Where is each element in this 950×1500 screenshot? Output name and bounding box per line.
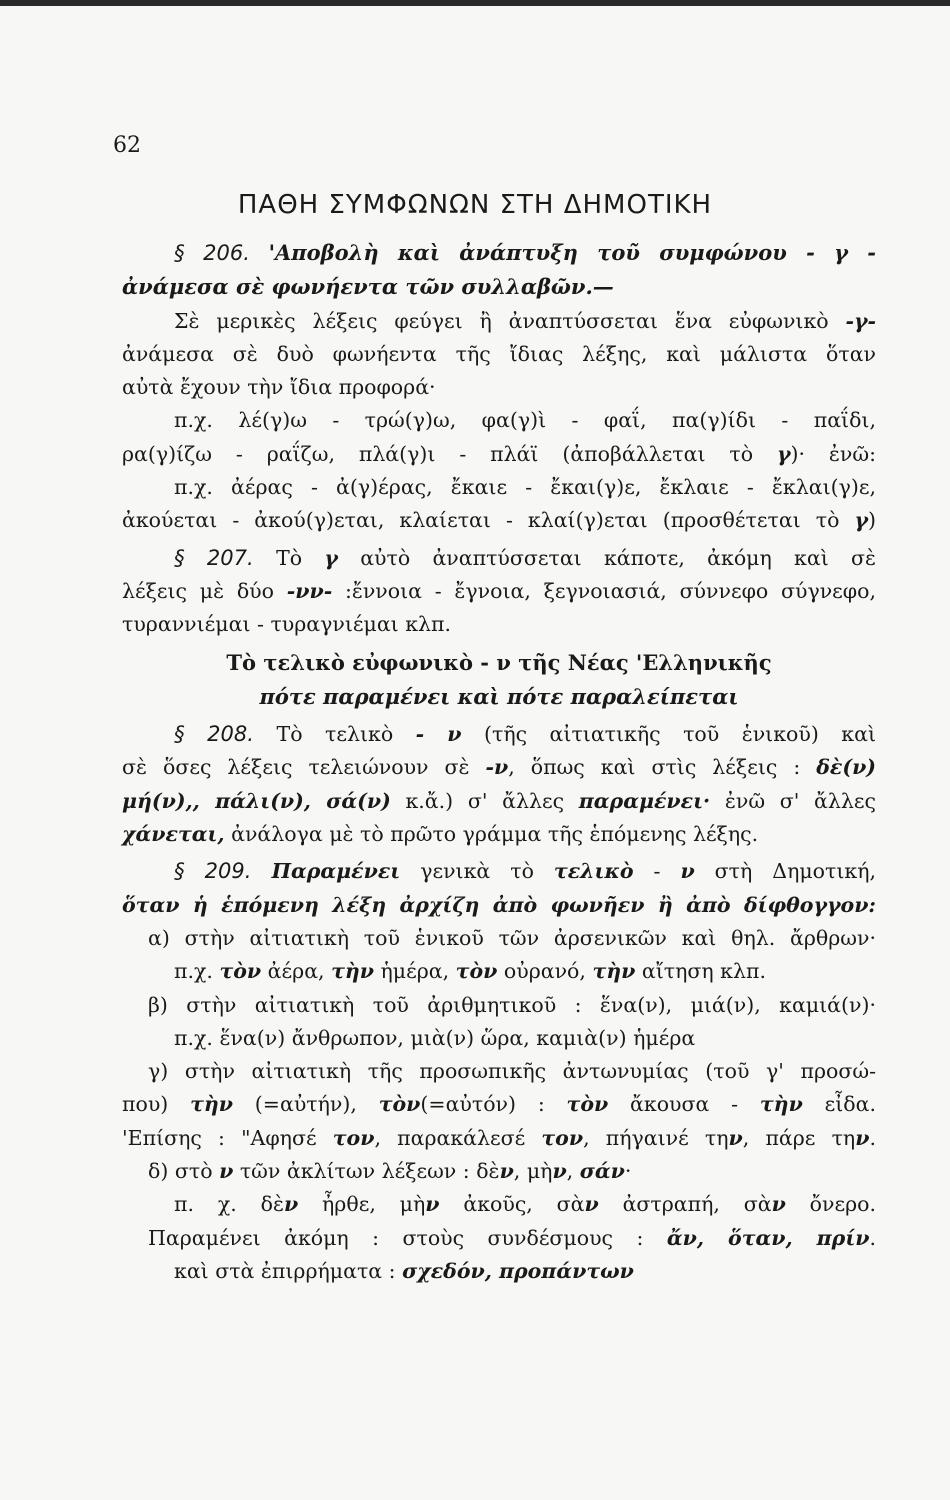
text-line: π.χ. ἕνα(ν) ἄνθρωπον, μιὰ(ν) ὥρα, καμιὰ(ν) ἡμέρα [174,1025,696,1050]
text-line: ρα(γ)ίζω - ραΐζω, πλά(γ)ι - πλάϊ (ἀποβάλλεται τὸ γ)· ἐνῶ: [122,441,876,466]
page-number: 62 [113,133,141,158]
text-line: καὶ στὰ ἐπιρρήματα : σχεδόν, προπάντων [174,1258,634,1283]
text-line: β) στὴν αἰτιατικὴ τοῦ ἀριθμητικοῦ : ἕνα(ν), μιά(ν), καμιά(ν)· [148,992,876,1017]
text-line: ἀνάμεσα σὲ φωνήεντα τῶν συλλαβῶν.— [122,274,614,300]
text-line: Σὲ μερικὲς λέξεις φεύγει ἢ ἀναπτύσσεται ἕνα εὐφωνικὸ -γ- [174,308,876,333]
text-line: π.χ. τὸν ἀέρα, τὴν ἡμέρα, τὸν οὐρανό, τὴν αἴτηση κλπ. [174,959,766,984]
text-line: χάνεται, ἀνάλογα μὲ τὸ πρῶτο γράμμα τῆς ἑπόμενης λέξης. [122,822,759,847]
text-line: αὐτὰ ἔχουν τὴν ἴδια προφορά· [122,375,436,400]
text-line: σὲ ὅσες λέξεις τελειώνουν σὲ -ν, ὅπως καὶ στὶς λέξεις : δὲ(ν) [122,755,877,780]
text-line: λέξεις μὲ δύο -νν- :ἔννοια - ἔγνοια, ξεγνοιασιά, σύννεφο σύγνεφο, [122,578,877,603]
text-line: π.χ. λέ(γ)ω - τρώ(γ)ω, φα(γ)ὶ - φαΐ, πα(γ)ίδι - παΐδι, [174,408,876,433]
text-line: α) στὴν αἰτιατικὴ τοῦ ἑνικοῦ τῶν ἀρσενικῶν καὶ θηλ. ἄρθρων· [148,925,876,950]
text-line: § 208. Τὸ τελικὸ - ν (τῆς αἰτιατικῆς τοῦ ἑνικοῦ) καὶ [174,722,877,747]
text-line: ἀκούεται - ἀκού(γ)εται, κλαίεται - κλαί(γ)εται (προσθέτεται τὸ γ) [122,508,876,533]
scan-top-edge [0,0,950,6]
text-line: π.χ. ἀέρας - ἀ(γ)έρας, ἔκαιε - ἔκαι(γ)ε, ἔκλαιε - ἔκλαι(γ)ε, [174,475,876,500]
text-line: μή(ν),, πάλι(ν), σά(ν) κ.ἄ.) σ' ἄλλες παραμένει· ἐνῶ σ' ἄλλες [122,788,876,813]
text-line: Παραμένει ἀκόμη : στοὺς συνδέσμους : ἄν, ὅταν, πρίν. [148,1225,876,1250]
section-heading: Τὸ τελικὸ εὐφωνικὸ - ν τῆς Νέας 'Ελληνικῆς [226,649,772,675]
text-line: § 207. Τὸ γ αὐτὸ ἀναπτύσσεται κάποτε, ἀκόμη καὶ σὲ [174,545,876,570]
page-body [122,236,876,1288]
text-line: 'Επίσης : "Αφησέ τον, παρακάλεσέ τον, πήγαινέ την, πάρε την. [122,1125,876,1150]
text-line: § 209. Παραμένει γενικὰ τὸ τελικὸ - ν στὴ Δημοτική, [174,859,877,884]
running-head: ΠΑΘΗ ΣΥΜΦΩΝΩΝ ΣΤΗ ΔΗΜΟΤΙΚΗ [237,190,713,220]
text-line: που) τὴν (=αὐτήν), τὸν(=αὐτόν) : τὸν ἄκουσα - τὴν εἶδα. [122,1092,876,1117]
text-line: τυραννιέμαι - τυραγνιέμαι κλπ. [122,612,452,637]
text-line: π. χ. δὲν ἦρθε, μὴν ἀκοῦς, σὰν ἀστραπή, σὰν ὄνερο. [174,1192,877,1217]
text-line: δ) στὸ ν τῶν ἀκλίτων λέξεων : δὲν, μὴν, σάν· [148,1159,632,1184]
section-heading: πότε παραμένει καὶ πότε παραλείπεται [259,683,739,709]
text-line: § 206. 'Αποβολὴ καὶ ἀνάπτυξη τοῦ συμφώνου - γ - [174,240,876,265]
text-line: ὅταν ἡ ἑπόμενη λέξη ἀρχίζη ἀπὸ φωνῆεν ἢ ἀπὸ δίφθογγον: [122,892,876,917]
text-line: ἀνάμεσα σὲ δυὸ φωνήεντα τῆς ἴδιας λέξης, καὶ μάλιστα ὅταν [122,341,876,366]
text-line: γ) στὴν αἰτιατικὴ τῆς προσωπικῆς ἀντωνυμίας (τοῦ γ' προσώ- [148,1059,876,1084]
